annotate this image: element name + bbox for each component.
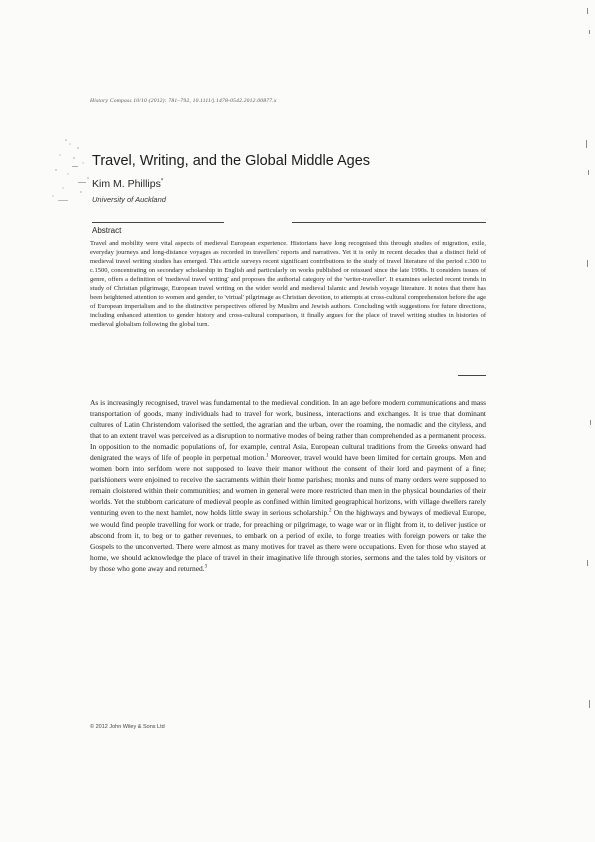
article-title: Travel, Writing, and the Global Middle Ages — [92, 153, 371, 169]
body-text-part-1: As is increasingly recognised, travel was fundamental to the medieval condition. In an age before modern communications and mass transportation of goods, many individuals had to travel for work, business, interactions and exchanges. It is true that dominant cultures of Latin Christendom valorised the settled, the agrarian and the urban, over the roaming, the nomadic and the cityless, and that to an extent travel was perceived as a disruption to normative modes of being rather than comprehended as a permanent process. In opposition to the nomadic populations of, for example, central Asia, European cultural traditions from the Greeks onward had denigrated the ways of life of people in perpetual motion. — [90, 398, 486, 463]
footnote-ref-1: 1 — [266, 453, 269, 459]
copyright-notice: © 2012 John Wiley & Sons Ltd — [90, 724, 165, 730]
footnote-ref-2: 2 — [329, 508, 332, 514]
body-text-part-3: On the highways and byways of medieval Europe, we would find people travelling for work or trade, for preaching or pilgrimage, to wage war or in flight from it, to deliver justice or abscond from it, to beg or to gather revenues, to embark on a period of exile, to forge treaties with foreign powers or take the Gospels to the unconverted. There were almost as many motives for travel as there were occupations. Even for those who stayed at home, we should acknowledge the place of travel in their imaginative life through stories, sermons and the tales told by visitors or by those who gone away and returned. — [90, 508, 486, 573]
abstract-rule-left — [92, 222, 224, 223]
author-affiliation: University of Auckland — [92, 195, 166, 204]
journal-header: History Compass 10/10 (2012): 781–792, 10.1111/j.1478-0542.2012.00877.x — [90, 98, 277, 104]
abstract-text: Travel and mobility were vital aspects of medieval European experience. Historians have long recognised this through studies of migration, exile, everyday journeys and long-distance voyages as recorded in travellers' reports and narratives. Yet it is only in recent decades that a distinct field of medieval travel writing studies has emerged. This article surveys recent significant contributions to the study of travel literature of the period c.300 to c.1500, concentrating on secondary scholarship in English and particularly on works published or reissued since the late 1990s. It considers issues of genre, offers a definition of 'medieval travel writing' and proposes the authorial category of the 'writer-traveller'. It examines selected recent trends in study of Christian pilgrimage, European travel writing on the wider world and medieval Islamic and Jewish voyage literature. It notes that there has been heightened attention to women and gender, to 'virtual' pilgrimage as Christian devotion, to attempts at cross-cultural comprehension before the age of European imperialism and to the distinctive perspectives offered by Muslim and Jewish authors. Concluding with suggestions for future directions, including enhanced attention to gender history and cross-cultural comparison, it finally argues for the place of travel writing studies in histories of medieval globalism following the global turn. — [90, 240, 486, 328]
author-name — [92, 178, 163, 190]
scan-artifact — [48, 130, 98, 210]
scan-edge-marks — [575, 0, 595, 842]
author-note-mark: * — [160, 178, 164, 185]
abstract-rule-right — [292, 222, 486, 223]
abstract-heading: Abstract — [92, 226, 122, 235]
body-paragraph — [90, 397, 486, 574]
footnote-ref-3: 3 — [204, 564, 208, 570]
body-text-part-2: Moreover, travel would have been limited for certain groups. Men and women born into serfdom were not supposed to leave their manor without the consent of their lord and payment of a fine; parishioners were enjoined to receive the sacraments within their home parishes; monks and nuns of many orders were supposed to remain cloistered within their communities; and women in general were more restricted than men in the physical boundaries of their worlds. Yet the stubborn caricature of medieval people as confined within limited geographical horizons, with village dwellers rarely venturing even to the next hamlet, now holds little sway in serious scholarship. — [90, 453, 486, 518]
author-name-text: Kim M. Phillips — [92, 178, 161, 190]
abstract-end-rule — [458, 375, 486, 376]
